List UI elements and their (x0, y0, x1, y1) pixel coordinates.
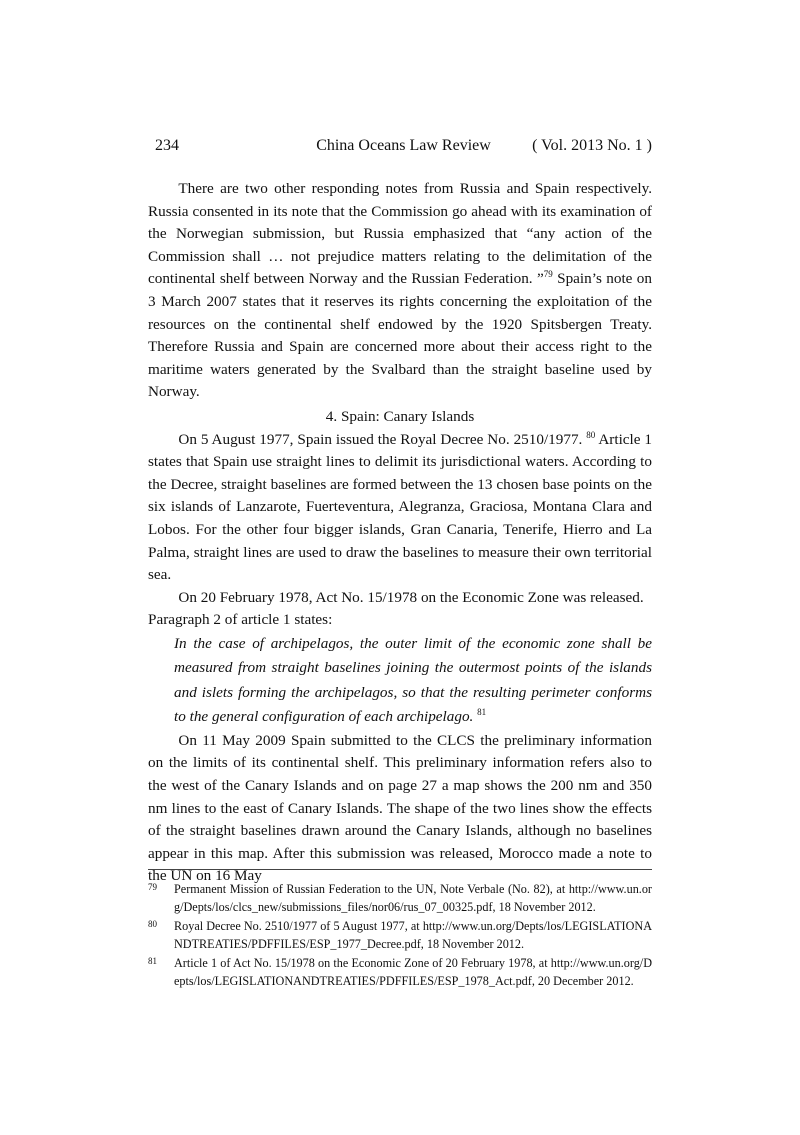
paragraph-text: Spain’s note on 3 March 2007 states that it reserves its rights concerning the exploitation of the resources on the continental shelf endowed by the 1920 Spitsbergen Treaty. Therefore Russia and Spain are concerned more about their access right to the maritime waters generated by the Svalbard than the straight baseline used by Norway. (148, 270, 652, 401)
paragraph-text: There are two other responding notes from Russia and Spain respectively. Russia consented in its note that the Commission go ahead with its examination of the Norwegian submission, but Russia emphasized that “any action of the Commission shall … not prejudice matters relating to the delimitation of the continental shelf between Norway and the Russian Federation. ” (148, 180, 652, 288)
paragraph-article-1: Paragraph 2 of article 1 states: (148, 611, 333, 629)
footnote-divider (148, 869, 652, 870)
footnote-text: Royal Decree No. 2510/1977 of 5 August 1977, at http://www.un.org/Depts/los/LEGISLATIONANDTREATIES/PDFFILES/ESP_1977_Decree.pdf, 18 November 2012. (174, 919, 652, 951)
paragraph-text: On 5 August 1977, Spain issued the Royal Decree No. 2510/1977. (178, 430, 587, 448)
footnote-number: 81 (148, 956, 157, 966)
paragraph-russia-spain-notes (148, 178, 652, 404)
footnote-ref-79[interactable]: 79 (543, 269, 553, 280)
page-number: 234 (155, 137, 179, 154)
quote-text: In the case of archipelagos, the outer limit of the economic zone shall be measured from straight baselines joining the outermost points of the islands and islets forming the archipelagos, so that the resulting perimeter conforms to the general configuration of each archipelago. (174, 634, 652, 726)
footnote-80 (148, 917, 652, 953)
footnote-79 (148, 880, 652, 916)
journal-title: China Oceans Law Review (316, 137, 491, 154)
footnote-ref-81[interactable]: 81 (477, 707, 487, 718)
paragraph-clcs-submission: On 11 May 2009 Spain submitted to the CLCS the preliminary information on the limits of its continental shelf. This preliminary information refers also to the west of the Canary Islands and on page 27 a map shows the 200 nm and 350 nm lines to the east of Canary Islands. The shape of the two lines show the effects of the straight baselines drawn around the Canary Islands, although no baselines appear in this map. After this submission was released, Morocco made a note to the UN on 16 May (148, 731, 652, 885)
footnote-number: 79 (148, 882, 157, 892)
paragraph-act-15-1978: On 20 February 1978, Act No. 15/1978 on the Economic Zone was released. (178, 588, 644, 606)
body-text (148, 178, 652, 888)
footnotes (148, 880, 652, 991)
footnote-81 (148, 954, 652, 990)
footnote-ref-80[interactable]: 80 (586, 429, 596, 440)
footnote-text: Article 1 of Act No. 15/1978 on the Economic Zone of 20 February 1978, at http://www.un.org/Depts/los/LEGISLATIONANDTREATIES/PDFFILES/ESP_1978_Act.pdf, 20 December 2012. (174, 956, 652, 988)
footnote-text: Permanent Mission of Russian Federation to the UN, Note Verbale (No. 82), at http://www.un.org/Depts/los/clcs_new/submissions_files/nor06/rus_07_00325.pdf, 18 November 2012. (174, 882, 652, 914)
footnote-number: 80 (148, 919, 157, 929)
volume-info: ( Vol. 2013 No. 1 ) (532, 137, 652, 154)
section-heading: 4. Spain: Canary Islands (325, 407, 475, 425)
paragraph-text: Article 1 states that Spain use straight lines to delimit its jurisdictional waters. According to the Decree, straight baselines are formed between the 13 chosen base points on the six islands of Lanzarote, Fuerteventura, Alegranza, Graciosa, Montana Clara and Lobos. For the other four bigger islands, Gran Canaria, Tenerife, Hierro and La Palma, straight lines are used to draw the baselines to measure their own territorial sea. (148, 430, 652, 584)
paragraph-royal-decree (148, 429, 652, 587)
running-header (155, 135, 652, 157)
block-quote (148, 632, 652, 730)
